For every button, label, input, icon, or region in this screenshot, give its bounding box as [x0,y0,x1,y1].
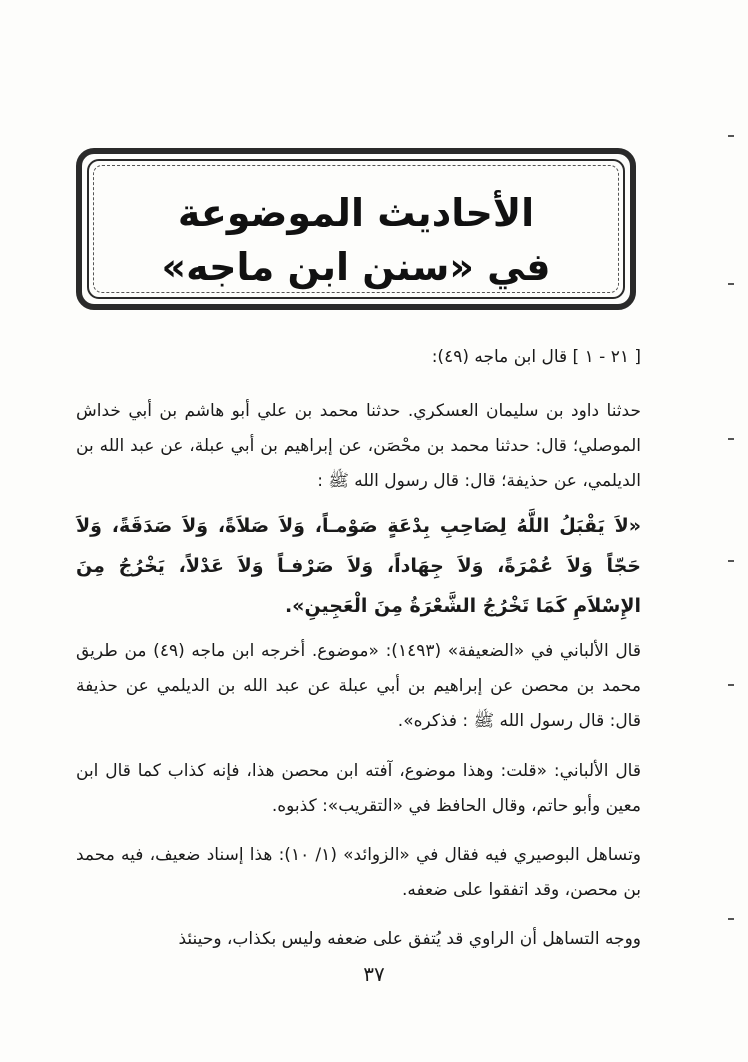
chapter-title-line-1: الأحاديث الموضوعة [177,191,535,235]
explanation-paragraph: ووجه التساهل أن الراوي قد يُتفق على ضعفه وليس بكذاب، وحينئذ [178,929,641,949]
albani-note-paragraph: قال الألباني: «قلت: وهذا موضوع، آفته ابن محصن هذا، فإنه كذاب كما قال ابن معين وأبو حاتم، وقال الحافظ في «التقريب»: كذبوه. [76,761,641,816]
page-number: ٣٧ [363,962,385,986]
margin-mark [728,135,734,137]
isnad-paragraph: حدثنا داود بن سليمان العسكري. حدثنا محمد بن علي أبو هاشم بن أبي خداش الموصلي؛ قال: حدثنا محمد بن محْصَن، عن إبراهيم بن أبي عبلة، عن عبد الله بن الديلمي، عن حذيفة؛ قال: قال رسول الله ﷺ : [76,401,641,491]
hadith-text: «لاَ يَقْبَلُ اللَّهُ لِصَاحِبِ بِدْعَةٍ صَوْمـاً، وَلاَ صَلاَةً، وَلاَ صَدَقَةً، وَلاَ حَجّاً وَلاَ عُمْرَةً، وَلاَ جِهَاداً، وَلاَ صَرْفـاً وَلاَ عَدْلاً، يَخْرُجُ مِنَ الإِسْلاَمِ كَمَا تَخْرُجُ الشَّعْرَةُ مِنَ الْعَجِينِ». [76,515,641,617]
margin-mark [728,560,734,562]
margin-mark [728,684,734,686]
hadith-number-heading: [ ٢١ - ١ ] قال ابن ماجه (٤٩): [431,347,641,367]
margin-mark [728,283,734,285]
busiri-paragraph: وتساهل البوصيري فيه فقال في «الزوائد» (١/ ١٠): هذا إسناد ضعيف، فيه محمد بن محصن، وقد اتفقوا على ضعفه. [76,845,642,900]
chapter-title-line-2: في «سنن ابن ماجه» [161,245,551,289]
title-frame [76,148,636,310]
margin-mark [728,918,734,920]
margin-mark [728,438,734,440]
title-frame-inner [87,159,625,299]
albani-paragraph: قال الألباني في «الضعيفة» (١٤٩٣): «موضوع. أخرجه ابن ماجه (٤٩) من طريق محمد بن محصن عن إبراهيم بن أبي عبلة عن عبد الله بن الديلمي عن حذيفة قال: قال رسول الله ﷺ : فذكره». [76,641,641,731]
